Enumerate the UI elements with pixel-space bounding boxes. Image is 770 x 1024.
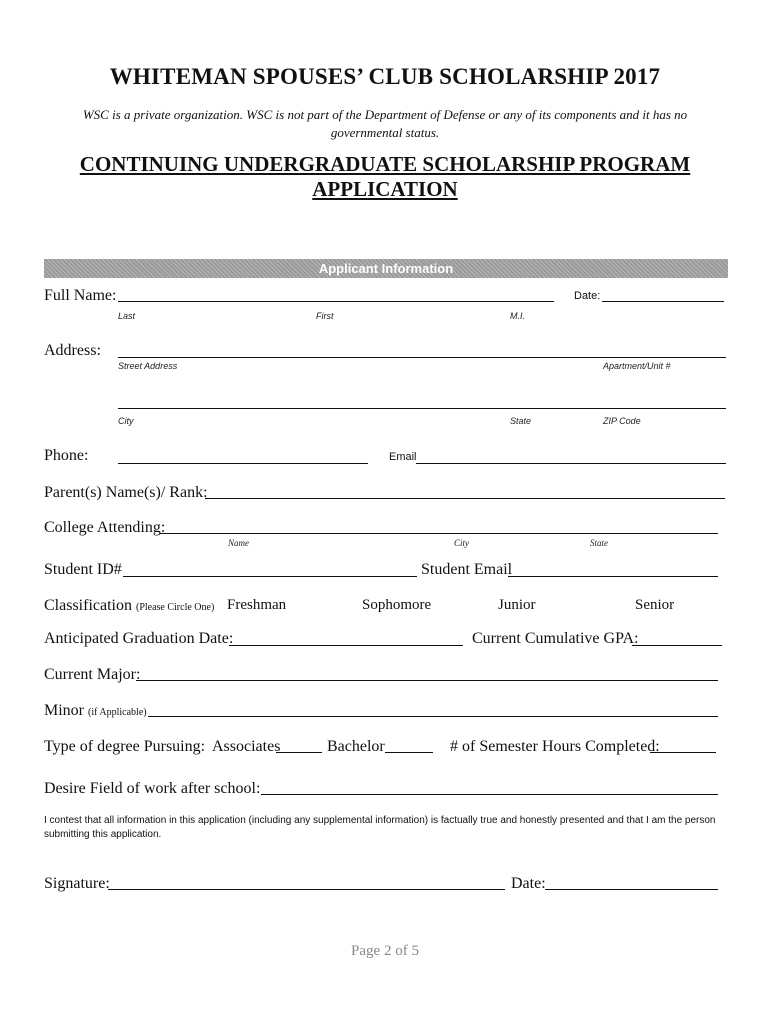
sub-mi: M.I. [510, 311, 525, 321]
signature-label: Signature: [44, 875, 110, 892]
sub-last: Last [118, 311, 136, 321]
gpa-label: Current Cumulative GPA: [472, 630, 639, 647]
parents-label: Parent(s) Name(s)/ Rank: [44, 484, 208, 501]
email-label: Email [389, 451, 417, 463]
page-number: Page 2 of 5 [351, 943, 419, 959]
city-state-zip-input[interactable] [118, 408, 726, 409]
full-name-input[interactable] [118, 301, 554, 302]
bachelor-input[interactable] [385, 752, 433, 753]
minor-input[interactable] [148, 716, 718, 717]
associates-input[interactable] [276, 752, 322, 753]
sub-street: Street Address [118, 361, 178, 371]
certification-text: I contest that all information in this application (including any supplemental information) is factually true and honestly presented and that I am the person submitting this application. [44, 815, 716, 840]
signature-date-input[interactable] [545, 889, 718, 890]
student-id-label: Student ID# [44, 561, 122, 578]
sub-city: City [118, 416, 134, 426]
parents-input[interactable] [205, 498, 725, 499]
college-input[interactable] [160, 533, 718, 534]
student-email-input[interactable] [508, 576, 718, 577]
option-junior[interactable]: Junior [498, 597, 536, 613]
graduation-label: Anticipated Graduation Date: [44, 630, 234, 647]
graduation-input[interactable] [229, 645, 463, 646]
minor-label: Minor [44, 702, 84, 719]
phone-label: Phone: [44, 447, 89, 464]
full-name-label: Full Name: [44, 287, 117, 304]
sub-state: State [510, 416, 532, 426]
option-freshman[interactable]: Freshman [227, 597, 287, 613]
major-label: Current Major: [44, 666, 141, 683]
sub-college-name: Name [228, 538, 249, 548]
signature-input[interactable] [108, 889, 505, 890]
program-title-line1: CONTINUING UNDERGRADUATE SCHOLARSHIP PROGRAM [79, 152, 691, 176]
minor-note: (if Applicable) [88, 707, 147, 718]
sub-first: First [316, 311, 334, 321]
form-title: WHITEMAN SPOUSES’ CLUB SCHOLARSHIP 2017 [109, 64, 661, 89]
field-of-work-input[interactable] [261, 794, 718, 795]
major-input[interactable] [136, 680, 718, 681]
student-id-input[interactable] [123, 576, 417, 577]
signature-date-label: Date: [511, 875, 546, 892]
college-label: College Attending: [44, 519, 166, 536]
associates-label: Associates [212, 738, 281, 755]
student-email-label: Student Email [421, 561, 513, 578]
email-input[interactable] [416, 463, 726, 464]
sub-apt: Apartment/Unit # [603, 361, 671, 371]
bachelor-label: Bachelor [327, 738, 385, 755]
classification-label: Classification [44, 597, 132, 614]
phone-input[interactable] [118, 463, 368, 464]
classification-row [44, 597, 214, 615]
section-header-applicant-info: Applicant Information [44, 259, 728, 278]
minor-row [44, 702, 147, 720]
sub-college-state: State [590, 538, 608, 548]
option-sophomore[interactable]: Sophomore [362, 597, 432, 613]
date-input-top[interactable] [602, 301, 724, 302]
street-address-input[interactable] [118, 357, 726, 358]
gpa-input[interactable] [632, 645, 722, 646]
hours-label: # of Semester Hours Completed: [450, 738, 660, 755]
classification-note: (Please Circle One) [135, 602, 215, 613]
date-label-top: Date: [574, 290, 601, 302]
program-title-line2: APPLICATION [312, 177, 458, 201]
field-of-work-label: Desire Field of work after school: [44, 780, 261, 797]
hours-input[interactable] [650, 752, 716, 753]
program-title [0, 152, 770, 202]
sub-zip: ZIP Code [603, 416, 641, 426]
sub-college-city: City [454, 538, 469, 548]
degree-label: Type of degree Pursuing: [44, 738, 206, 755]
disclaimer-text: WSC is a private organization. WSC is not part of the Department of Defense or any of its components and it has no governmental status. [82, 107, 688, 140]
option-senior[interactable]: Senior [635, 597, 675, 613]
address-label: Address: [44, 342, 101, 359]
